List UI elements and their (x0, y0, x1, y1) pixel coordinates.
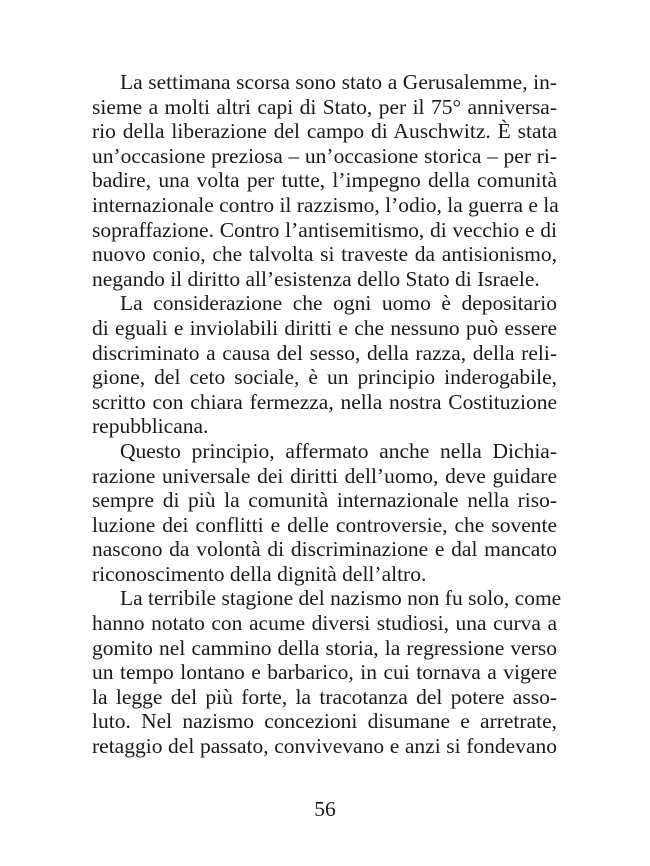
paragraph (92, 586, 562, 759)
text-line: di eguali e inviolabili diritti e che nessuno può essere (92, 315, 557, 340)
text-line: badire, una volta per tutte, l’impegno della comunità (92, 168, 557, 193)
text-line: retaggio del passato, convivevano e anzi si fondevano (92, 734, 557, 759)
text-line: un’occasione preziosa – un’occasione storica – per ri- (92, 143, 557, 168)
text-line: scritto con chiara fermezza, nella nostra Costituzione (92, 389, 557, 414)
page-number: 56 (314, 797, 336, 821)
paragraph (92, 70, 557, 291)
text-line: nascono da volontà di discriminazione e dal mancato (92, 537, 557, 562)
text-line: rio della liberazione del campo di Auschwitz. È stata (92, 119, 557, 144)
text-line: gione, del ceto sociale, è un principio inderogabile, (92, 365, 557, 390)
text-line: hanno notato con acume diversi studiosi, una curva a (92, 611, 557, 636)
text-line: internazionale contro il razzismo, l’odio, la guerra e la (92, 192, 559, 217)
text-line: negando il diritto all’esistenza dello Stato di Israele. (92, 266, 540, 291)
text-line: sieme a molti altri capi di Stato, per il 75° anniversa- (92, 94, 557, 119)
text-line: gomito nel cammino della storia, la regressione verso (92, 635, 557, 660)
text-line: sempre di più la comunità internazionale nella riso- (92, 488, 557, 513)
paragraph (92, 291, 557, 439)
text-line: un tempo lontano e barbarico, in cui tornava a vigere (92, 660, 557, 685)
text-line: luto. Nel nazismo concezioni disumane e arretrate, (92, 709, 557, 734)
text-line: razione universale dei diritti dell’uomo, deve guidare (92, 463, 557, 488)
text-line: luzione dei conflitti e delle controversie, che sovente (92, 512, 557, 537)
text-line: La terribile stagione del nazismo non fu solo, come (120, 586, 562, 611)
text-line: la legge del più forte, la tracotanza del potere asso- (92, 684, 557, 709)
text-line: Questo principio, affermato anche nella Dichia- (120, 438, 557, 463)
body-text (92, 70, 562, 759)
text-line: discriminato a causa del sesso, della razza, della reli- (92, 340, 557, 365)
text-line: repubblicana. (92, 414, 209, 439)
text-line: La settimana scorsa sono stato a Gerusalemme, in- (120, 70, 557, 94)
text-line: nuovo conio, che talvolta si traveste da antisionismo, (92, 242, 557, 267)
paragraph (92, 439, 557, 587)
text-line: riconoscimento della dignità dell’altro. (92, 561, 427, 586)
text-line: sopraffazione. Contro l’antisemitismo, di vecchio e di (92, 217, 557, 242)
text-line: La considerazione che ogni uomo è depositario (120, 291, 557, 316)
